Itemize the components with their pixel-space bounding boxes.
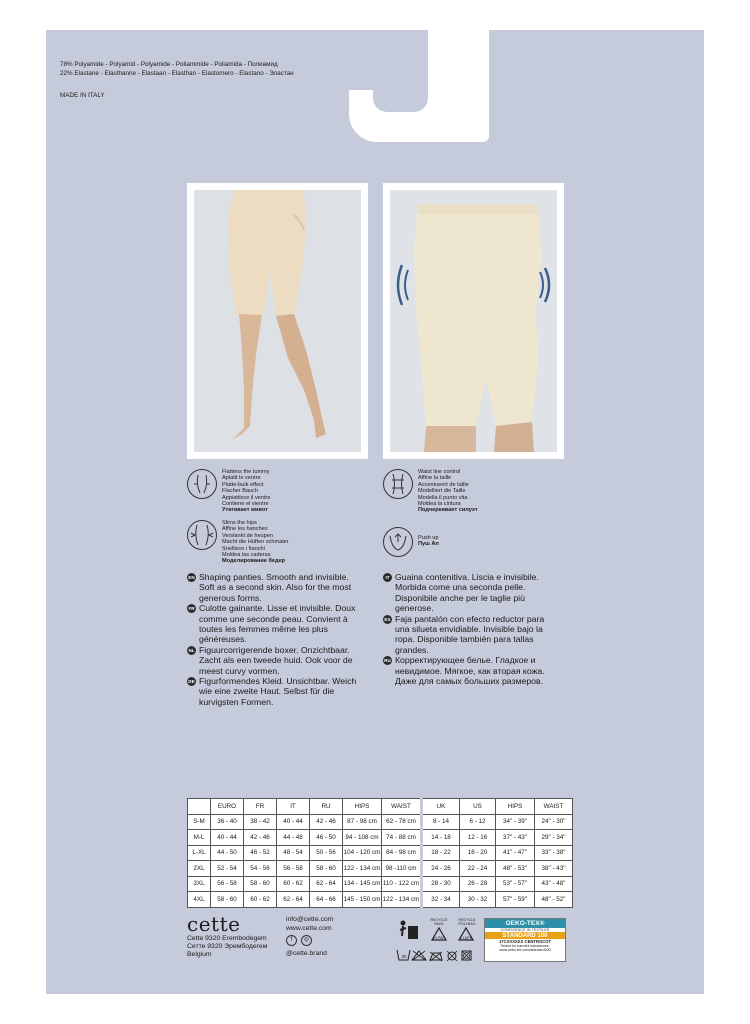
hips-slim-icon [187,520,217,550]
feature-text: Appiattisce il ventre [222,494,271,501]
size-value-cell: 33" - 38" [535,845,573,861]
size-value-cell: 43" - 48" [535,876,573,892]
size-value-cell: 30 - 32 [460,892,496,908]
size-value-cell: 24 - 26 [422,861,460,877]
size-value-cell: 6 - 12 [460,814,496,830]
made-in-label: MADE IN ITALY [60,92,105,99]
size-label-cell: M-L [188,830,211,846]
header-cell: US [460,799,496,815]
size-value-cell: 36 - 40 [211,814,244,830]
size-value-cell: 62 - 78 cm [382,814,422,830]
size-value-cell: 48" - 52" [535,892,573,908]
size-value-cell: 14 - 18 [422,830,460,846]
size-value-cell: 62 - 64 [310,876,343,892]
feature-text: Flattens the tummy [222,469,270,475]
header-cell: EURO [211,799,244,815]
language-badge: DE [188,679,195,685]
size-value-cell: 58 - 60 [211,892,244,908]
descriptions-right [383,572,561,686]
size-value-cell: 8 - 14 [422,814,460,830]
push-up-icon [383,527,413,557]
feature-flattens-tummy [187,469,271,514]
no-dryclean-icon [447,951,457,961]
size-value-cell: 46 - 50 [310,830,343,846]
feature-text-ru: Моделирование бедер [222,558,286,565]
size-value-cell: 22 - 24 [460,861,496,877]
photo-legs-image [194,190,361,452]
header-cell: HIPS [496,799,535,815]
oeko-subtitle: CONFIDENCE IN TEXTILES [500,928,550,932]
size-value-cell: 110 - 122 cm [382,876,422,892]
photo-garment-image [390,190,557,452]
feature-text: Verslankt de heupen [222,532,274,539]
feature-push-up [383,527,439,557]
oeko-standard: STANDARD 100 [485,932,565,939]
size-value-cell: 122 - 134 cm [382,892,422,908]
recycle-pack-code: 21 PAP [433,936,445,940]
size-table-row [188,861,573,877]
size-value-cell: 56 - 58 [277,861,310,877]
oeko-tex-label [484,918,566,962]
size-value-cell: 53" - 57" [496,876,535,892]
feature-text: Waist line control [418,469,461,475]
feature-text: Slims the hips [222,520,257,526]
size-table [187,798,573,908]
size-value-cell: 40 - 44 [211,830,244,846]
size-value-cell: 58 - 60 [244,876,277,892]
size-value-cell: 48 - 54 [277,845,310,861]
composition-label [60,60,294,78]
size-value-cell: 37" - 43" [496,830,535,846]
size-value-cell: 38 - 42 [244,814,277,830]
size-value-cell: 104 - 120 cm [343,845,382,861]
oeko-code: 17CXXXXXX CENTROCOT [498,939,552,944]
email-text: info@cette.com [286,916,334,923]
size-table-row [188,845,573,861]
size-value-cell: 134 - 145 cm [343,876,382,892]
language-badge: ES [384,616,391,622]
size-value-cell: 52 - 54 [211,861,244,877]
size-value-cell: 34" - 39" [496,814,535,830]
description-en [187,572,365,603]
size-value-cell: 122 - 134 cm [343,861,382,877]
brand-address [187,935,267,959]
feature-text: Platte-buik effect [222,481,264,488]
size-value-cell: 42 - 46 [310,814,343,830]
instagram-icon: ◎ [301,935,312,946]
feature-slims-hips [187,520,289,565]
description-text: Корректирующее белье. Гладкое и невидимое. Мягкое, как вторая кожа. Даже для самых больших размеров. [395,655,545,687]
feature-text: Modella il punto vita [418,494,468,501]
oeko-tested: Tested for harmful substances. [500,944,550,948]
description-it [383,572,561,614]
size-value-cell: 12 - 16 [460,830,496,846]
address-line: Belgium [187,951,212,958]
social-handle: @cette.brand [286,950,327,957]
feature-text: Modelliert die Taille [418,488,466,495]
description-text: Guaina contenitiva. Liscia e invisibile. Morbida come una seconda pelle. Disponibile anche per le taglie più generose. [395,572,539,614]
size-value-cell: 62 - 64 [277,892,310,908]
waist-control-icon [383,469,413,499]
language-badge: EN [188,575,195,580]
header-cell: UK [422,799,460,815]
size-value-cell: 48" - 53" [496,861,535,877]
size-value-cell: 54 - 56 [244,861,277,877]
composition-line-1: 78% Polyamide - Polyamid - Polyamide - Poliammide - Poliamida - Полиамид [60,61,278,68]
feature-text: Macht die Hüften schmaler [222,539,289,546]
header-cell: WAIST [535,799,573,815]
description-fr [187,603,365,645]
oeko-title: OEKO-TEX® [485,919,565,928]
hanger-cut [349,30,379,90]
size-value-cell: 24" - 30" [535,814,573,830]
website-text: www.cette.com [286,925,332,932]
language-badge: IT [383,573,392,582]
wash-temp: 30 [401,954,407,959]
size-value-cell: 57" - 59" [496,892,535,908]
size-value-cell: 44 - 50 [211,845,244,861]
size-label-cell: 2XL [188,861,211,877]
feature-text: Moldea la cintura [418,501,461,508]
size-value-cell: 60 - 62 [277,876,310,892]
composition-line-2: 22% Elastane - Elasthanne - Elastaan - Elasthan - Elastomero - Elastano - Эластан [60,70,294,77]
feature-text: Affine la taille [418,475,452,482]
header-cell: RU [310,799,343,815]
size-value-cell: 38" - 43" [535,861,573,877]
photo-legs [187,183,368,459]
size-value-cell: 145 - 150 cm [343,892,382,908]
size-value-cell: 29" - 34" [535,830,573,846]
header-cell: WAIST [382,799,422,815]
description-nl [187,645,365,676]
feature-text: Flacher Bauch [222,488,259,495]
no-iron-icon [430,952,442,961]
size-label-cell: S-M [188,814,211,830]
size-value-cell: 87 - 98 cm [343,814,382,830]
recycle-polybag-label: RECYCLE POLYBAG [458,918,476,926]
size-value-cell: 26 - 28 [460,876,496,892]
size-label-cell: L-XL [188,845,211,861]
size-value-cell: 58 - 60 [310,861,343,877]
size-table-row [188,814,573,830]
size-value-cell: 42 - 46 [244,830,277,846]
recycle-pack-label: RECYCLE PACK [430,918,448,926]
feature-text-ru: Утягивает живот [222,507,268,514]
language-badge: NL [188,647,195,653]
no-bleach-icon [412,951,426,960]
size-value-cell: 28 - 30 [422,876,460,892]
belly-flatten-icon [187,469,217,499]
size-value-cell: 41" - 47" [496,845,535,861]
size-value-cell: 44 - 48 [277,830,310,846]
size-table-row [188,876,573,892]
recycle-polybag-code: 4 LDPE [459,936,473,940]
size-value-cell: 60 - 62 [244,892,277,908]
no-tumble-dry-icon [462,951,471,960]
size-table-row [188,892,573,908]
description-text: Figurformendes Kleid. Unsichtbar. Weich wie eine zweite Haut. Selbst für die kurvigsten Formen. [199,676,357,707]
address-line: Сетте 9320 Эрембодегем [187,943,268,950]
size-label-cell: 3XL [188,876,211,892]
feature-text-ru: Подчеркивает силуэт [418,507,478,514]
feature-text: Moldea las caderas [222,552,271,559]
size-value-cell: 94 - 108 cm [343,830,382,846]
social-icons [286,935,312,946]
size-value-cell: 74 - 88 cm [382,830,422,846]
size-value-cell: 64 - 66 [310,892,343,908]
size-value-cell: 32 - 34 [422,892,460,908]
description-text: Figuurcorrigerende boxer. Onzichtbaar. Zacht als een tweede huid. Ook voor de meest curvy vormen. [199,644,353,676]
header-cell: FR [244,799,277,815]
size-value-cell: 40 - 44 [277,814,310,830]
feature-text: Affine les hanches [222,526,268,533]
bin-person-icon [400,921,418,940]
size-value-cell: 98 -110 cm [382,861,422,877]
care-and-recycle-symbols [396,918,480,962]
feature-text: Accentueert de taille [418,481,469,488]
size-table-header [188,799,573,815]
size-label-cell: 4XL [188,892,211,908]
header-cell: IT [277,799,310,815]
descriptions-left [187,572,365,707]
feature-waist-control [383,469,478,514]
description-text: Culotte gainante. Lisse et invisible. Doux comme une seconde peau. Convient à toutes les femmes même les plus généreuses. [199,603,356,645]
feature-text-ru: Пуш Ап [418,541,439,548]
language-badge: FR [188,606,195,612]
description-ru [383,655,561,686]
brand-contact [286,915,333,933]
photo-garment-closeup [383,183,564,459]
brand-logo: cette [187,912,241,936]
description-es [383,614,561,656]
description-text: Faja pantalón con efecto reductor para una silueta envidiable. Invisible bajo la ropa. Disponible también para tallas grandes. [395,613,545,655]
size-value-cell: 50 - 56 [310,845,343,861]
feature-text: Snellisce i fianchi [222,545,265,552]
description-de [187,676,365,707]
description-text: Shaping panties. Smooth and invisible. Soft as a second skin. Also for the most generous forms. [199,572,352,603]
language-badge: RU [384,658,391,664]
size-value-cell: 16 - 20 [460,845,496,861]
size-table-row [188,830,573,846]
address-line: Cette 9320 Erembodegem [187,935,267,942]
header-cell: HIPS [343,799,382,815]
feature-text: Contiene el vientre [222,501,269,508]
facebook-icon: f [286,935,297,946]
size-value-cell: 56 - 58 [211,876,244,892]
oeko-url: www.oeko-tex.com/standard100 [499,948,551,952]
header-cell [188,799,211,815]
feature-text: Aplatit le ventre [222,475,261,482]
size-value-cell: 84 - 98 cm [382,845,422,861]
feature-text: Push up [418,535,439,541]
hanger-notch [373,30,428,112]
size-value-cell: 18 - 22 [422,845,460,861]
size-value-cell: 46 - 52 [244,845,277,861]
